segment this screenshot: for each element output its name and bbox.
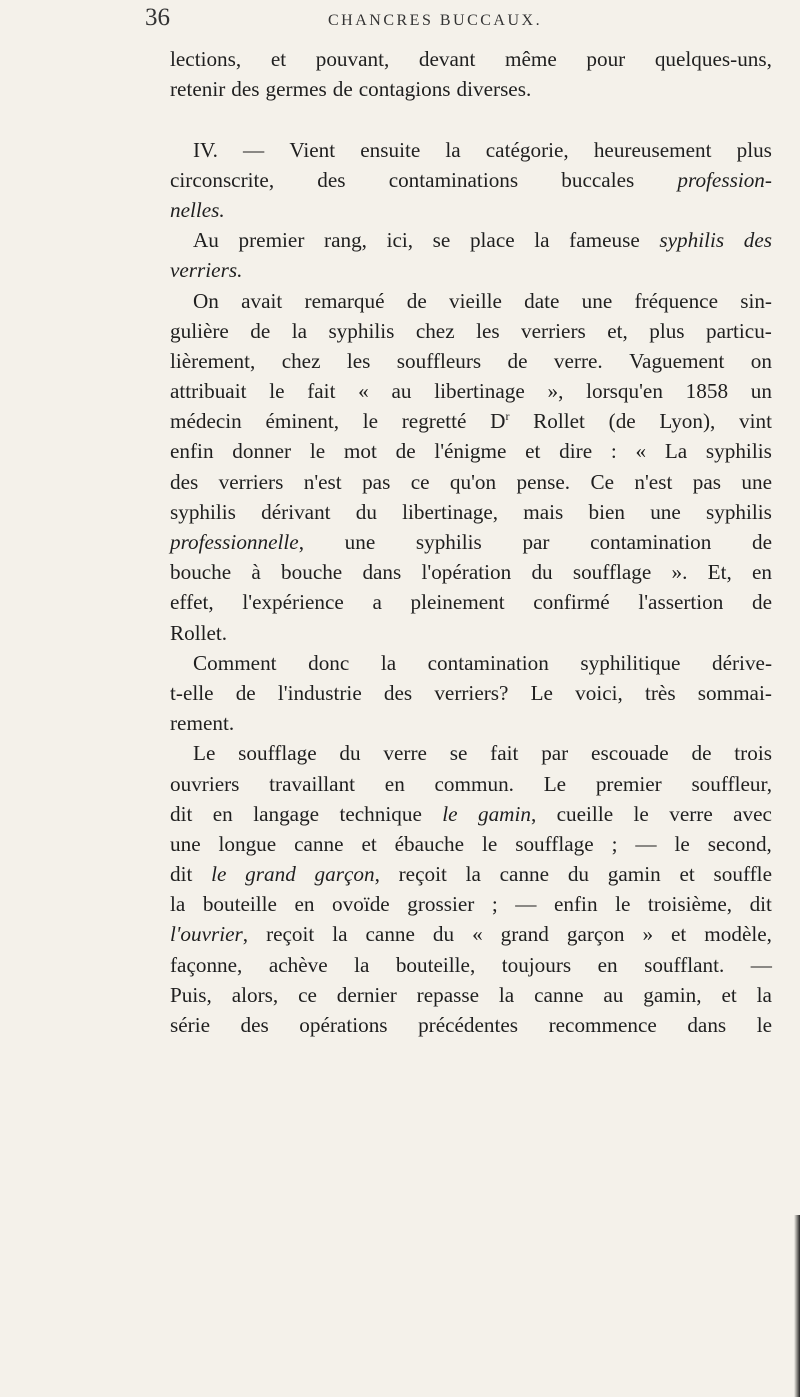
- word: on: [750, 348, 772, 373]
- word: donner: [232, 439, 292, 464]
- word: contaminations: [388, 167, 519, 192]
- word: syphilis: [415, 530, 482, 554]
- word: canne: [534, 982, 584, 1007]
- word: profession-: [677, 167, 772, 192]
- word: germes: [265, 77, 327, 102]
- word: Comment: [193, 650, 277, 675]
- word: et: [525, 439, 541, 464]
- word: ouvriers: [170, 771, 240, 796]
- word: Ce: [590, 469, 614, 494]
- word: mais: [523, 499, 564, 524]
- word: une: [581, 288, 613, 313]
- word: soufflage: [572, 560, 652, 585]
- word: du: [339, 741, 361, 766]
- word: syphilitique: [580, 650, 681, 675]
- word: une: [170, 831, 201, 856]
- word: syphilis: [705, 499, 772, 524]
- word: lorsqu'en: [586, 379, 663, 404]
- word: —: [635, 831, 657, 856]
- word: des: [231, 77, 260, 102]
- word: la: [445, 137, 461, 162]
- word: «: [472, 922, 483, 947]
- word: par: [522, 530, 550, 554]
- word: la: [354, 952, 370, 977]
- word: gamin,: [477, 801, 537, 826]
- word: au: [603, 982, 624, 1007]
- word: de: [332, 77, 353, 102]
- word: médecin: [170, 409, 242, 434]
- word: l'énigme: [434, 439, 507, 464]
- word: Le: [193, 741, 216, 766]
- word: l'ouvrier,: [170, 922, 249, 947]
- page-number: 36: [145, 4, 170, 31]
- text-line: [170, 557, 772, 587]
- word: des: [383, 680, 413, 705]
- text-line: [170, 255, 772, 285]
- word: du: [432, 922, 455, 947]
- word: pleinement: [410, 590, 505, 615]
- word: ;: [611, 831, 618, 856]
- word: Au: [193, 228, 219, 253]
- word: reçoit: [398, 862, 447, 887]
- word: t-elle: [170, 680, 214, 705]
- word: les: [476, 318, 500, 343]
- word: l'industrie: [277, 680, 362, 705]
- word: le: [481, 831, 498, 856]
- word: les: [346, 348, 371, 373]
- word: et,: [607, 318, 628, 343]
- text-line: [170, 1010, 772, 1040]
- word: canne: [294, 831, 344, 856]
- word: sin-: [740, 288, 772, 313]
- word: La: [664, 439, 688, 464]
- word: $D^r$: [490, 409, 510, 434]
- word: la: [170, 892, 186, 917]
- word: souffleurs: [396, 348, 482, 373]
- word: verre: [669, 801, 713, 826]
- word: effet,: [170, 590, 214, 615]
- word: libertinage: [434, 379, 525, 404]
- word: gamin,: [643, 982, 702, 1007]
- word: —: [243, 137, 265, 162]
- word: dans: [362, 560, 402, 585]
- word: ébauche: [394, 831, 465, 856]
- word: gamin: [607, 862, 661, 887]
- word: de: [250, 318, 271, 343]
- word: dire: [559, 439, 593, 464]
- word: grand: [245, 862, 296, 887]
- word: pour: [586, 47, 626, 71]
- word: de: [507, 348, 528, 373]
- word: qu'on: [449, 469, 497, 494]
- word: dit: [170, 801, 193, 826]
- word: le: [615, 892, 631, 917]
- word: »,: [547, 379, 564, 404]
- word: :: [610, 439, 617, 464]
- word: des: [743, 228, 772, 253]
- word: —: [750, 952, 772, 977]
- word: trois: [734, 741, 772, 766]
- word: rang,: [324, 228, 367, 253]
- word: «: [635, 439, 647, 464]
- word: Vient: [289, 137, 336, 162]
- word: second,: [707, 831, 772, 856]
- word: »: [642, 922, 654, 947]
- word: lections,: [170, 47, 242, 71]
- word: souffle: [713, 862, 772, 887]
- word: date: [524, 288, 560, 313]
- word: et: [679, 862, 695, 887]
- word: de: [395, 439, 416, 464]
- word: soufflage: [515, 831, 594, 856]
- word: verriers: [218, 469, 284, 494]
- word: en: [294, 892, 315, 917]
- word: dans: [687, 1013, 727, 1037]
- word: la: [332, 922, 348, 947]
- word: des: [240, 1013, 269, 1037]
- text-line: [170, 74, 772, 104]
- text-line: [170, 316, 772, 346]
- word: chez: [281, 348, 321, 373]
- word: repasse: [416, 982, 480, 1007]
- word: technique: [339, 801, 422, 826]
- word: la: [498, 982, 515, 1007]
- word: Lyon),: [659, 409, 716, 434]
- word: pense.: [516, 469, 571, 494]
- word: travaillant: [269, 771, 356, 796]
- word: devant: [418, 47, 476, 71]
- word: le: [211, 862, 227, 887]
- word: donc: [308, 650, 350, 675]
- word: Le: [543, 771, 567, 796]
- word: chez: [415, 318, 455, 343]
- text-line: [170, 497, 772, 527]
- word: gulière: [170, 318, 229, 343]
- text-line: [170, 678, 772, 708]
- word: le: [269, 379, 285, 404]
- text-line: [170, 225, 772, 255]
- word: voici,: [575, 680, 623, 705]
- word: Puis,: [170, 982, 212, 1007]
- text-line: [170, 346, 772, 376]
- word: du: [355, 499, 377, 524]
- word: verriers.: [170, 258, 243, 283]
- word: opérations: [299, 1013, 388, 1037]
- word: se: [449, 741, 468, 766]
- word: précédentes: [418, 1013, 519, 1037]
- word: place: [469, 228, 515, 253]
- word: pouvant,: [315, 47, 390, 71]
- text-line: [170, 859, 772, 889]
- word: en: [212, 801, 233, 826]
- word: la: [534, 228, 550, 253]
- word: contamination: [427, 650, 549, 675]
- word: ».: [671, 560, 688, 585]
- text-line: [170, 618, 772, 648]
- word: syphilis: [705, 439, 772, 464]
- word: du: [531, 560, 553, 585]
- text-line: [170, 950, 772, 980]
- word: une: [344, 530, 376, 554]
- word: escouade: [591, 741, 669, 766]
- word: le: [442, 801, 458, 826]
- text-line: [170, 286, 772, 316]
- word: ;: [491, 892, 498, 917]
- word: Et,: [707, 560, 732, 585]
- word: On: [193, 288, 219, 313]
- word: enfin: [170, 439, 214, 464]
- word: regretté: [401, 409, 467, 434]
- word: façonne,: [170, 952, 243, 977]
- word: ensuite: [360, 137, 421, 162]
- word: mot: [343, 439, 377, 464]
- word: premier: [595, 771, 662, 796]
- word: de: [691, 741, 712, 766]
- word: la: [291, 318, 307, 343]
- text-line: [170, 799, 772, 829]
- word: contamination: [590, 530, 712, 554]
- word: ici,: [386, 228, 414, 253]
- word: achève: [268, 952, 328, 977]
- word: souffleur,: [691, 771, 772, 796]
- word: l'opération: [421, 560, 512, 585]
- word: fréquence: [634, 288, 718, 313]
- word: le: [756, 1013, 772, 1037]
- word: la: [380, 650, 397, 675]
- word: ce: [410, 469, 430, 494]
- word: confirmé: [533, 590, 610, 615]
- text-line: [170, 769, 772, 799]
- word: des: [170, 469, 199, 494]
- word: soufflant.: [644, 952, 725, 977]
- word: des: [317, 167, 346, 192]
- word: une: [741, 469, 772, 494]
- word: heureusement: [593, 137, 712, 162]
- word: vint: [739, 409, 772, 434]
- word: alors,: [231, 982, 279, 1007]
- word: de: [752, 590, 772, 615]
- word: en: [751, 560, 772, 585]
- word: dérivant: [261, 499, 331, 524]
- word: remarqué: [304, 288, 385, 313]
- word: garçon,: [314, 862, 380, 887]
- word: même: [504, 47, 557, 71]
- word: catégorie,: [485, 137, 569, 162]
- word: libertinage,: [402, 499, 499, 524]
- word: syphilis: [328, 318, 395, 343]
- text-line: [170, 527, 772, 557]
- text-line: [170, 980, 772, 1010]
- word: diverses.: [456, 77, 532, 102]
- text-line: [170, 104, 772, 134]
- word: une: [650, 499, 681, 524]
- word: verriers?: [434, 680, 509, 705]
- word: le: [633, 801, 649, 826]
- text-line: [170, 738, 772, 768]
- word: au: [391, 379, 412, 404]
- word: de: [235, 680, 256, 705]
- word: un: [750, 379, 772, 404]
- word: dit: [170, 862, 193, 887]
- text-line: [170, 406, 772, 436]
- word: commun.: [434, 771, 514, 796]
- word: dérive-: [712, 650, 772, 675]
- word: éminent,: [265, 409, 340, 434]
- word: canne: [365, 922, 415, 947]
- word: IV.: [193, 137, 218, 162]
- word: n'est: [303, 469, 342, 494]
- word: Rollet: [533, 409, 585, 434]
- word: Le: [530, 680, 553, 705]
- word: —: [515, 892, 537, 917]
- body-text: [170, 44, 772, 1040]
- word: de: [752, 530, 772, 554]
- word: la: [756, 982, 772, 1007]
- word: recommence: [548, 1013, 657, 1037]
- word: syphilis: [170, 499, 236, 524]
- word: circonscrite,: [170, 167, 275, 192]
- word: particu-: [705, 318, 772, 343]
- word: fameuse: [569, 228, 640, 253]
- word: premier: [238, 228, 305, 253]
- word: quelques-uns,: [654, 47, 772, 71]
- word: garçon: [566, 922, 625, 947]
- word: en: [597, 952, 618, 977]
- word: cueille: [556, 801, 614, 826]
- word: 1858: [685, 379, 729, 404]
- word: syphilis: [659, 228, 725, 253]
- word: fait: [307, 379, 336, 404]
- word: sommai-: [697, 680, 772, 705]
- word: le: [674, 831, 690, 856]
- word: bouteille: [202, 892, 277, 917]
- word: le: [309, 439, 326, 464]
- word: verre.: [553, 348, 603, 373]
- text-line: [170, 165, 772, 195]
- word: fait: [490, 741, 519, 766]
- text-line: [170, 44, 772, 74]
- word: nelles.: [170, 197, 225, 222]
- word: et: [270, 47, 287, 71]
- text-line: [170, 889, 772, 919]
- word: longue: [218, 831, 277, 856]
- word: série: [170, 1013, 210, 1037]
- word: pas: [692, 469, 721, 494]
- word: (de: [608, 409, 636, 434]
- word: verre: [383, 741, 427, 766]
- word: plus: [736, 137, 772, 162]
- text-line: [170, 919, 772, 949]
- word: soufflage: [238, 741, 317, 766]
- word: Rollet.: [170, 620, 228, 645]
- word: très: [644, 680, 676, 705]
- text-line: [170, 708, 772, 738]
- word: modèle,: [704, 922, 772, 947]
- word: grossier: [407, 892, 475, 917]
- word: et: [671, 922, 687, 947]
- running-title: CHANCRES BUCCAUX.: [328, 12, 543, 29]
- word: enfin: [554, 892, 598, 917]
- word: professionnelle,: [170, 530, 304, 554]
- text-line: [170, 467, 772, 497]
- word: du: [567, 862, 589, 887]
- word: et: [361, 831, 377, 856]
- word: bien: [588, 499, 625, 524]
- word: l'assertion: [638, 590, 724, 615]
- word: buccales: [561, 167, 635, 192]
- word: grand: [500, 922, 549, 947]
- word: se: [432, 228, 451, 253]
- word: l'expérience: [242, 590, 344, 615]
- word: à: [251, 560, 261, 585]
- word: dit: [749, 892, 772, 917]
- text-line: [170, 648, 772, 678]
- word: ovoïde: [332, 892, 390, 917]
- word: dernier: [336, 982, 397, 1007]
- word: le: [362, 409, 379, 434]
- word: langage: [253, 801, 320, 826]
- word: rement.: [170, 711, 235, 736]
- word: ce: [298, 982, 317, 1007]
- word: et: [721, 982, 737, 1007]
- text-line: [170, 587, 772, 617]
- text-line: [170, 436, 772, 466]
- word: bouche: [281, 560, 343, 585]
- word: vieille: [448, 288, 502, 313]
- word: reçoit: [266, 922, 315, 947]
- word: lièrement,: [170, 348, 256, 373]
- word: troisième,: [647, 892, 733, 917]
- word: n'est: [634, 469, 673, 494]
- text-line: [170, 135, 772, 165]
- word: canne: [499, 862, 550, 887]
- word: de: [406, 288, 427, 313]
- word: bouteille,: [395, 952, 476, 977]
- word: «: [358, 379, 369, 404]
- text-line: [170, 376, 772, 406]
- word: en: [384, 771, 405, 796]
- word: a: [372, 590, 382, 615]
- word: avait: [241, 288, 283, 313]
- text-line: [170, 195, 772, 225]
- word: toujours: [501, 952, 572, 977]
- word: bouche: [170, 560, 232, 585]
- word: attribuait: [170, 379, 247, 404]
- word: retenir: [170, 77, 226, 102]
- word: pas: [362, 469, 391, 494]
- word: verriers: [521, 318, 586, 343]
- word: contagions: [358, 77, 451, 102]
- page-header: [0, 4, 800, 38]
- word: la: [465, 862, 481, 887]
- word: Vaguement: [629, 348, 725, 373]
- word: par: [541, 741, 569, 766]
- text-line: [170, 829, 772, 859]
- word: plus: [649, 318, 685, 343]
- page-edge-shadow: [794, 1215, 800, 1397]
- word: avec: [733, 801, 772, 826]
